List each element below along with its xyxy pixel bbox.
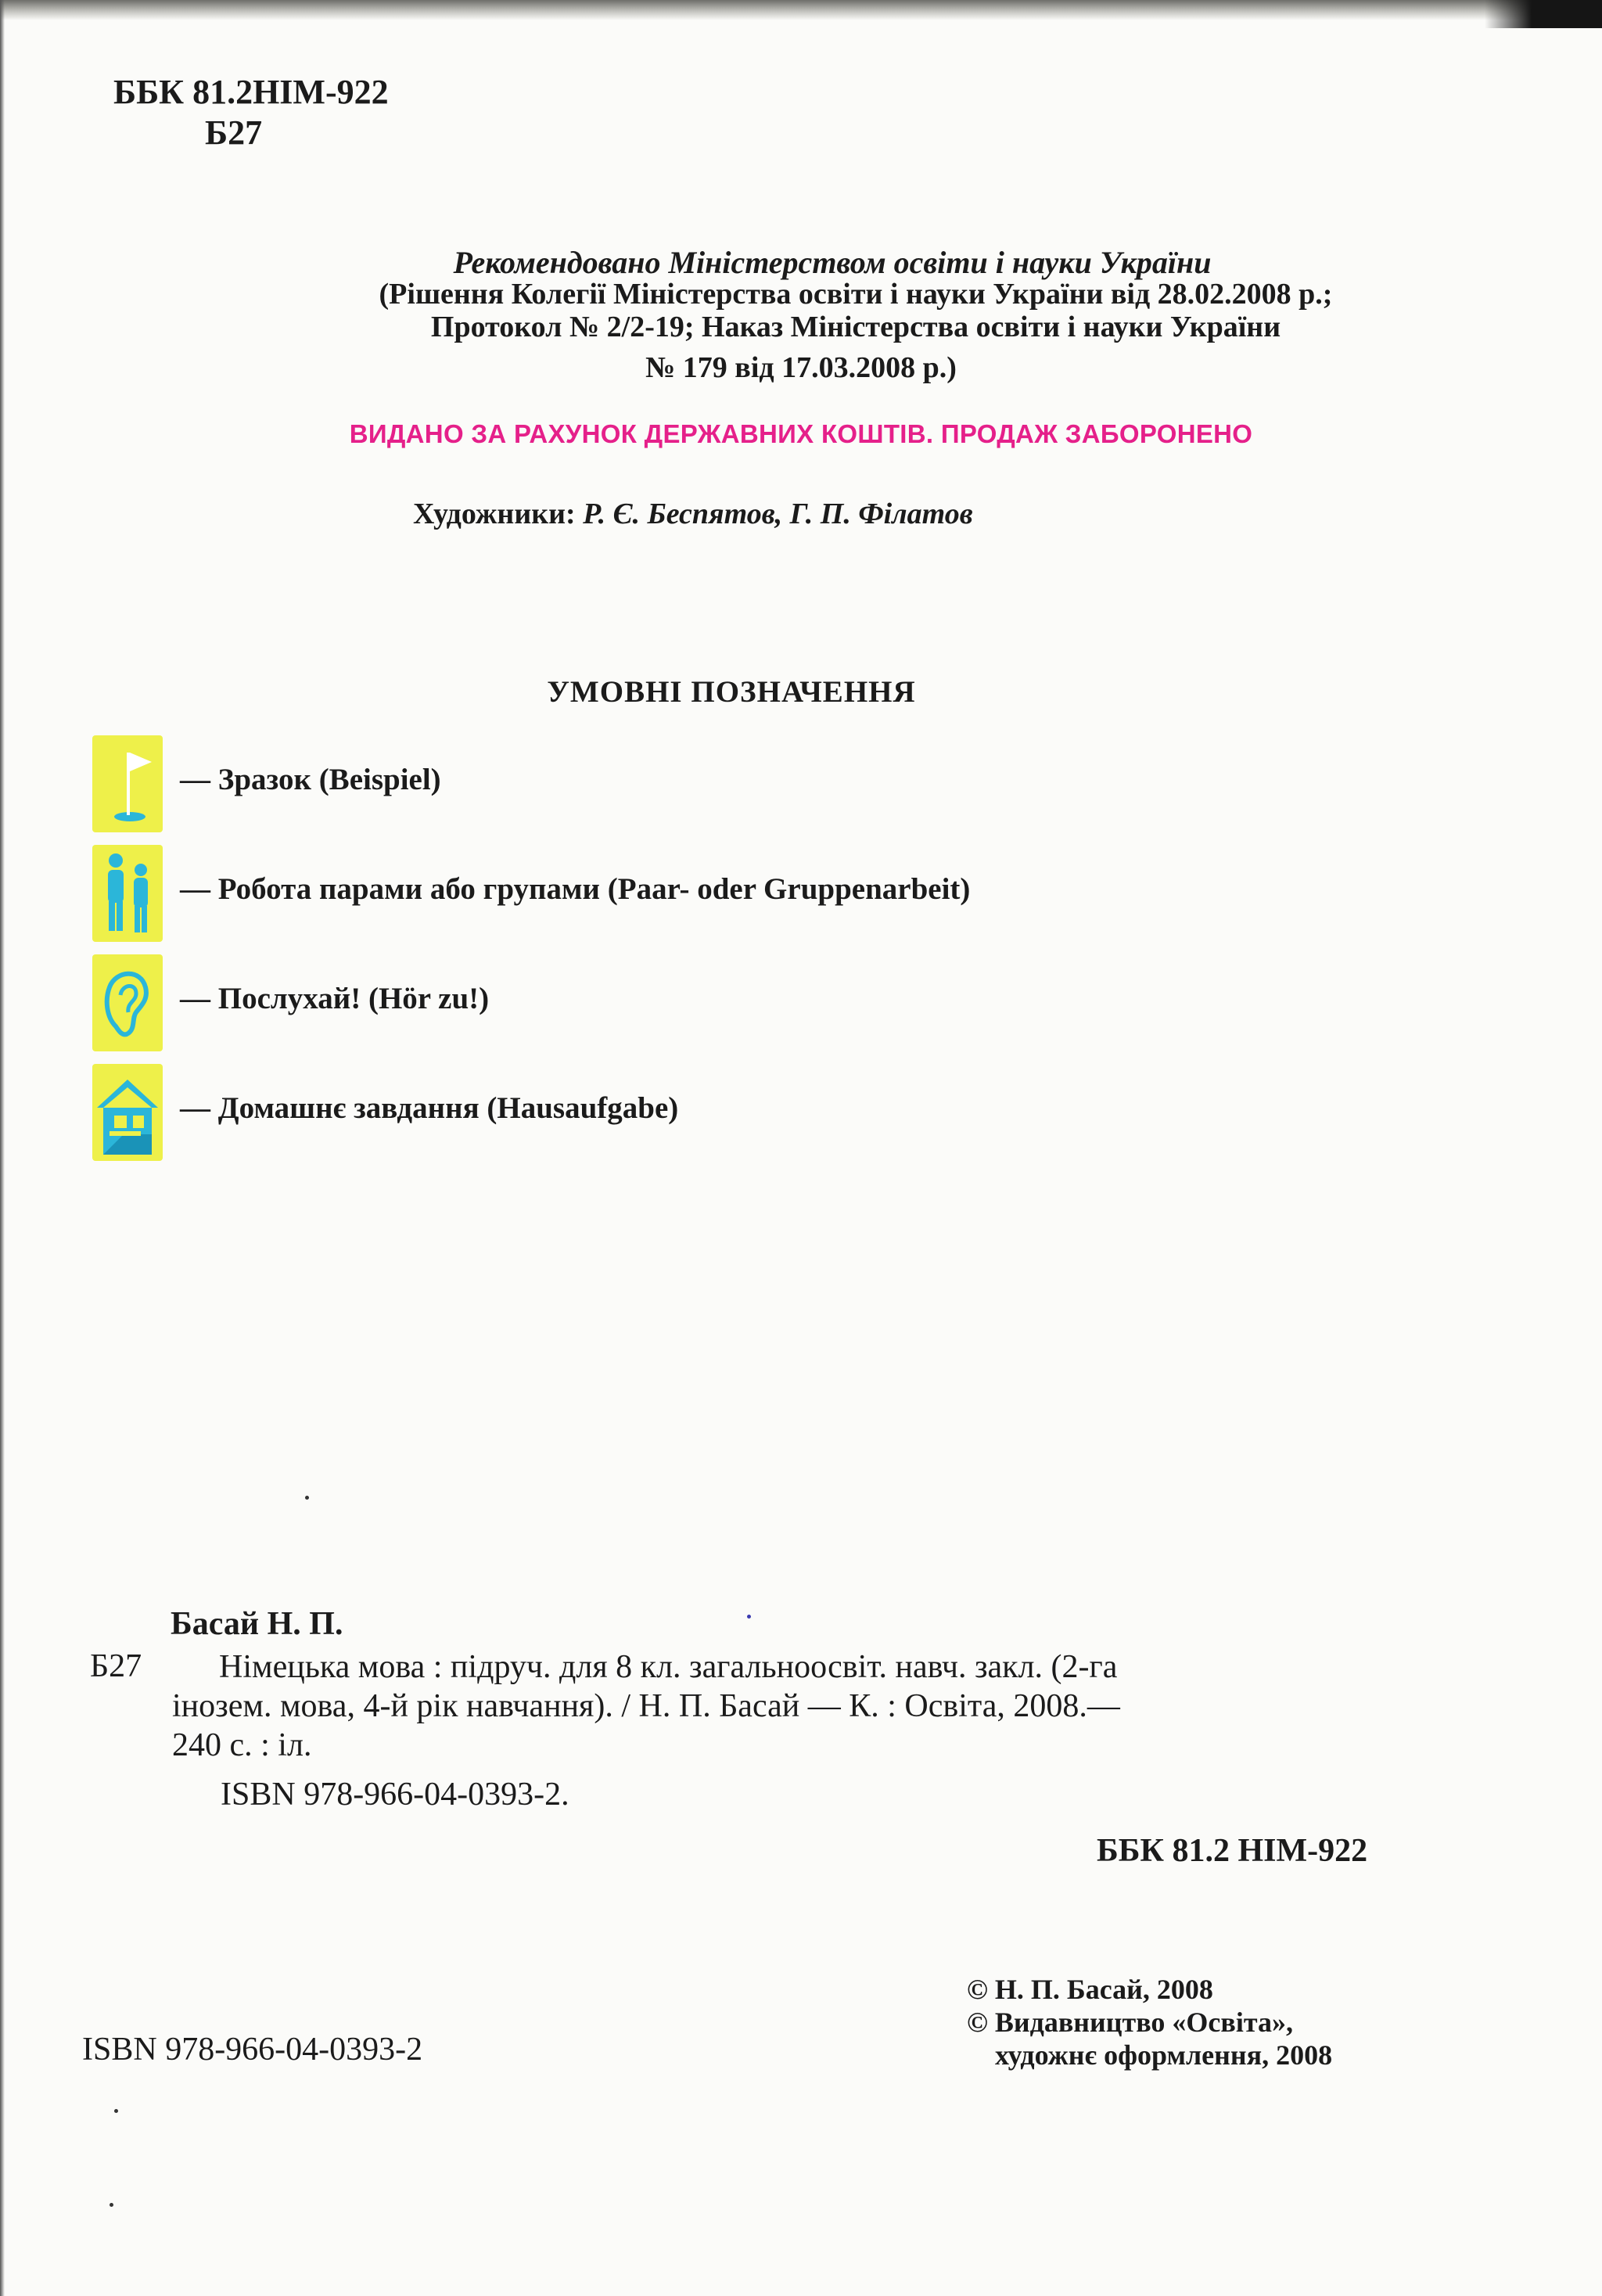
catalog-description-line-3: 240 с. : іл. xyxy=(172,1727,312,1763)
bbk-classification: ББК 81.2НІМ-922 xyxy=(113,73,389,111)
catalog-code: Б27 xyxy=(90,1648,142,1684)
scan-speck xyxy=(110,2203,113,2207)
scan-left-edge xyxy=(0,0,5,2296)
isbn-bottom: ISBN 978-966-04-0393-2 xyxy=(82,2032,423,2068)
catalog-description xyxy=(172,1647,1400,1765)
scan-top-edge xyxy=(0,0,1602,20)
state-funded-notice: ВИДАНО ЗА РАХУНОК ДЕРЖАВНИХ КОШТІВ. ПРОДАЖ ЗАБОРОНЕНО xyxy=(349,419,1253,448)
recommendation-line-3: Протокол № 2/2-19; Наказ Міністерства освіти і науки України xyxy=(430,311,1281,343)
recommendation-line-2: (Рішення Колегії Міністерства освіти і науки України від 28.02.2008 р.; xyxy=(379,278,1333,311)
recommendation-line-4: № 179 від 17.03.2008 р.) xyxy=(645,351,957,384)
legend-text-pairwork: — Робота парами або групами (Paar- oder Gruppenarbeit) xyxy=(180,872,971,906)
scan-speck xyxy=(114,2109,118,2113)
legend-title: УМОВНІ ПОЗНАЧЕННЯ xyxy=(547,675,916,709)
flag-icon xyxy=(92,735,163,832)
scan-corner-shadow xyxy=(1485,0,1602,28)
legend-text-example: — Зразок (Beispiel) xyxy=(180,763,441,796)
ear-icon xyxy=(92,954,163,1051)
copyright-block xyxy=(967,1973,1332,2071)
catalog-description-line-2: інозем. мова, 4-й рік навчання). / Н. П. Басай — К. : Освіта, 2008.— xyxy=(172,1688,1120,1724)
catalog-author: Басай Н. П. xyxy=(171,1606,343,1642)
catalog-isbn: ISBN 978-966-04-0393-2. xyxy=(221,1777,569,1813)
catalog-bbk: ББК 81.2 НІМ-922 xyxy=(1097,1833,1368,1869)
artists-credit xyxy=(413,497,973,531)
recommendation-line-1: Рекомендовано Міністерством освіти і науки України xyxy=(453,245,1212,280)
legend-text-homework: — Домашнє завдання (Hausaufgabe) xyxy=(180,1091,679,1125)
house-icon xyxy=(92,1064,163,1161)
copyright-design: художнє оформлення, 2008 xyxy=(995,2039,1333,2071)
copyright-publisher: © Видавництво «Освіта», xyxy=(967,2007,1293,2038)
artists-label: Художники: xyxy=(413,498,576,530)
artists-names: Р. Є. Беспятов, Г. П. Філатов xyxy=(583,498,973,530)
copyright-author: © Н. П. Басай, 2008 xyxy=(967,1974,1213,2005)
catalog-description-line-1: Німецька мова : підруч. для 8 кл. загальноосвіт. навч. закл. (2-га xyxy=(219,1649,1118,1685)
scan-speck xyxy=(747,1615,751,1619)
legend-text-listen: — Послухай! (Hör zu!) xyxy=(180,982,490,1015)
author-code: Б27 xyxy=(205,113,263,152)
scan-speck xyxy=(305,1496,309,1500)
pair-people-icon xyxy=(92,845,163,942)
